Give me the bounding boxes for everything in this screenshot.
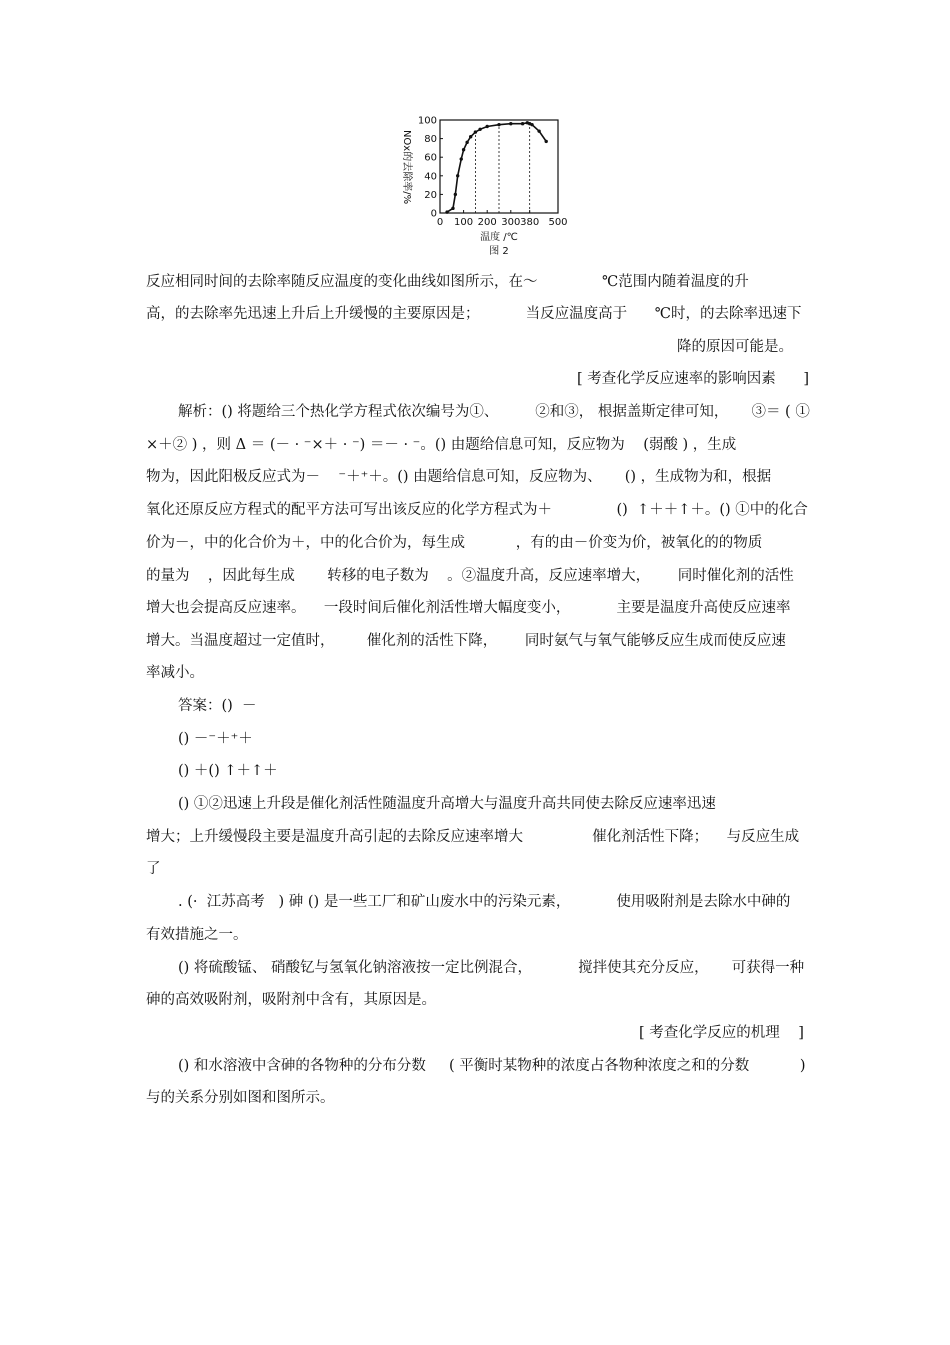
question-line-1: . (· 江苏高考 ) 砷 () 是一些工厂和矿山废水中的污染元素， 使用吸附剂是去除水中砷的 [178, 894, 791, 910]
question-line-5: () 和水溶液中含砷的各物种的分布分数 ( 平衡时某物种的浓度占各物种浓度之和的分数 ) [178, 1058, 806, 1074]
answer-line-1: 答案：() － [178, 698, 257, 714]
data-point [462, 148, 465, 151]
data-point [509, 122, 512, 125]
analysis-line-4: 氧化还原反应方程式的配平方法可写出该反应的化学方程式为＋ () ↑＋＋↑＋。() ①中的化合 [146, 502, 808, 518]
nox-removal-chart [396, 110, 576, 260]
question-line-3: () 将硫酸锰、 硝酸钇与氢氧化钠溶液按一定比例混合， 搅拌使其充分反应， 可获得一种 [178, 960, 805, 976]
data-point [521, 122, 524, 125]
answer-line-5: 增大；上升缓慢段主要是温度升高引起的去除反应速率增大 催化剂活性下降； 与反应生成 [146, 829, 800, 845]
y-tick-label: 20 [424, 189, 437, 201]
y-tick-label: 100 [417, 115, 437, 127]
x-tick-label: 380 [520, 217, 540, 228]
analysis-line-8: 增大。当温度超过一定值时， 催化剂的活性下降， 同时氨气与氧气能够反应生成而使反应速 [146, 633, 786, 649]
data-point [451, 207, 454, 210]
analysis-line-6: 的量为 ，因此每生成 转移的电子数为 。②温度升高，反应速率增大， 同时催化剂的活性 [146, 568, 794, 584]
data-point [469, 135, 472, 138]
section-tag-2: [ 考查化学反应的机理 ] [639, 1025, 804, 1041]
data-point [545, 140, 548, 143]
data-point [456, 174, 459, 177]
series-line [447, 123, 546, 212]
data-point [454, 193, 457, 196]
question-line-6: 与的关系分别如图和图所示。 [146, 1090, 335, 1106]
y-tick-label: 80 [424, 134, 437, 146]
chart-svg [396, 110, 576, 260]
figure-caption: 图 2 [489, 246, 509, 257]
data-point [478, 128, 481, 131]
data-point [445, 210, 448, 213]
analysis-line-7: 增大也会提高反应速率。 一段时间后催化剂活性增大幅度变小， 主要是温度升高使反应速率 [146, 600, 791, 616]
answer-line-6: 了 [146, 861, 161, 877]
x-tick-label: 200 [477, 217, 497, 228]
x-tick-label: 100 [454, 217, 474, 228]
data-point [474, 130, 477, 133]
text-line-2: 高，的去除率先迅速上升后上升缓慢的主要原因是； 当反应温度高于 ℃时，的去除率迅速下 [146, 306, 802, 322]
data-point [530, 123, 533, 126]
analysis-line-3: 物为，因此阳极反应式为－ ⁻＋⁺＋。() 由题给信息可知，反应物为、 () ，生成物为和，根据 [146, 469, 772, 485]
x-axis-label: 温度 /℃ [480, 232, 518, 243]
x-tick-label: 500 [548, 217, 568, 228]
text-line-3: 降的原因可能是。 [677, 339, 793, 355]
data-point [486, 125, 489, 128]
answer-line-2: () －⁻＋⁺＋ [178, 731, 253, 747]
data-point [537, 129, 540, 132]
x-tick-label: 300 [501, 217, 521, 228]
analysis-line-1: 解析：() 将题给三个热化学方程式依次编号为①、 ②和③， 根据盖斯定律可知， ③＝ ( ① [178, 404, 810, 420]
answer-line-4: () ①②迅速上升段是催化剂活性随温度升高增大与温度升高共同使去除反应速率迅速 [178, 796, 716, 812]
x-tick-label: 0 [436, 217, 444, 228]
analysis-line-9: 率减小。 [146, 665, 204, 681]
y-tick-label: 0 [430, 208, 437, 220]
data-point [460, 157, 463, 160]
y-axis-label: NOx的去除率/% [401, 129, 412, 205]
data-point [465, 141, 468, 144]
analysis-line-2: ×＋② ) ，则 Δ ＝ (－ · ⁻×＋ · ⁻) ＝－ · ⁻。() 由题给信息可知，反应物为 (弱酸 ) ，生成 [146, 437, 737, 453]
data-point [497, 123, 500, 126]
y-tick-label: 60 [424, 152, 437, 164]
section-tag-1: [ 考查化学反应速率的影响因素 ] [577, 371, 810, 387]
answer-line-3: () ＋() ↑＋↑＋ [178, 763, 278, 779]
y-tick-label: 40 [424, 171, 437, 183]
question-line-4: 砷的高效吸附剂，吸附剂中含有，其原因是。 [146, 992, 436, 1008]
analysis-line-5: 价为－，中的化合价为＋，中的化合价为，每生成 ，有的由－价变为价，被氧化的的物质 [146, 535, 763, 551]
question-line-2: 有效措施之一。 [146, 927, 248, 943]
text-line-1: 反应相同时间的去除率随反应温度的变化曲线如图所示，在～ ℃范围内随着温度的升 [146, 274, 749, 290]
